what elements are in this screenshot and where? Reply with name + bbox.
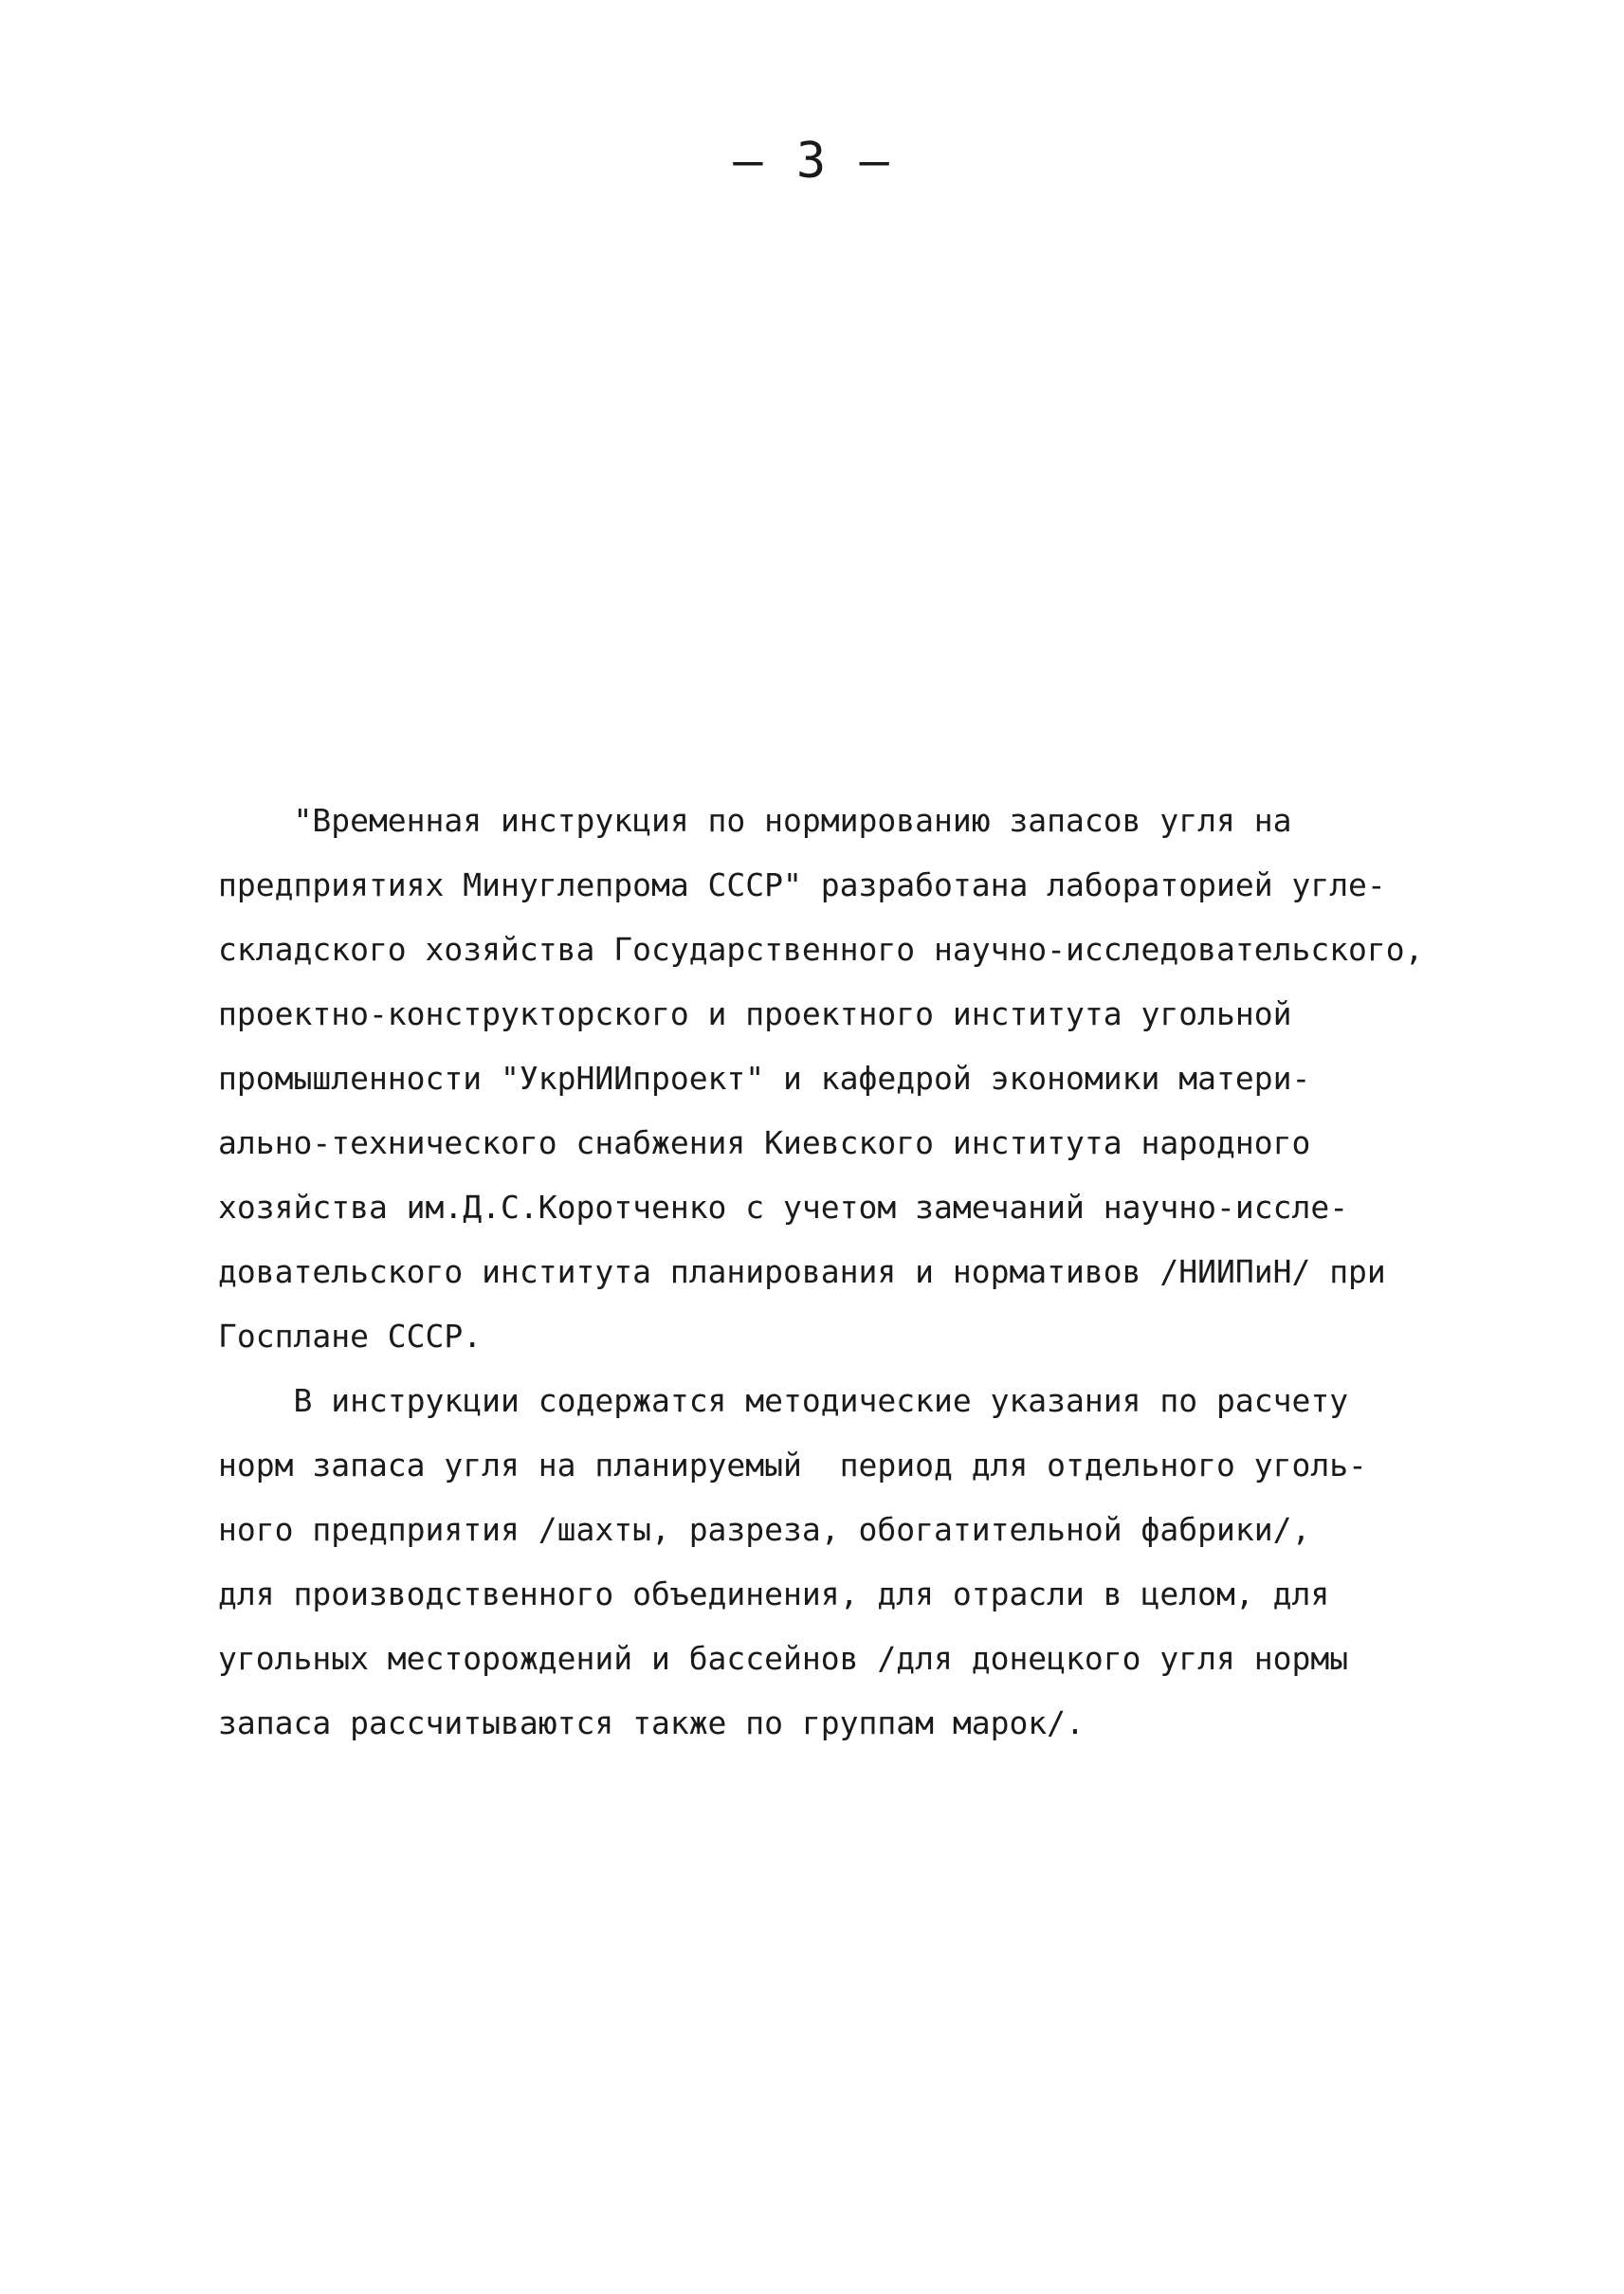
document-body bbox=[218, 789, 1488, 1756]
text-line: предприятиях Минуглепрома СССР" разработана лабораторией угле- bbox=[218, 866, 1386, 903]
text-line: В инструкции содержатся методические указания по расчету bbox=[218, 1382, 1349, 1419]
text-line: для производственного объединения, для отрасли в целом, для bbox=[218, 1575, 1330, 1612]
text-line: ного предприятия /шахты, разреза, обогатительной фабрики/, bbox=[218, 1511, 1311, 1548]
text-line: "Временная инструкция по нормированию запасов угля на bbox=[218, 802, 1292, 839]
text-line: промышленности "УкрНИИпроект" и кафедрой экономики матери- bbox=[218, 1060, 1311, 1097]
text-line: угольных месторождений и бассейнов /для донецкого угля нормы bbox=[218, 1640, 1349, 1677]
text-line: довательского института планирования и нормативов /НИИПиН/ при bbox=[218, 1253, 1386, 1290]
text-line: запаса рассчитываются также по группам марок/. bbox=[218, 1704, 1085, 1741]
page-number: — 3 — bbox=[733, 133, 891, 190]
paragraph-1 bbox=[218, 789, 1488, 1369]
text-line: складского хозяйства Государственного научно-исследовательского, bbox=[218, 931, 1424, 968]
text-line: ально-технического снабжения Киевского института народного bbox=[218, 1124, 1311, 1161]
paragraph-2 bbox=[218, 1369, 1488, 1756]
text-line: Госплане СССР. bbox=[218, 1318, 483, 1355]
text-line: хозяйства им.Д.С.Коротченко с учетом замечаний научно-иссле- bbox=[218, 1189, 1349, 1226]
text-line: проектно-конструкторского и проектного института угольной bbox=[218, 995, 1292, 1032]
text-line: норм запаса угля на планируемый период для отдельного уголь- bbox=[218, 1447, 1367, 1484]
